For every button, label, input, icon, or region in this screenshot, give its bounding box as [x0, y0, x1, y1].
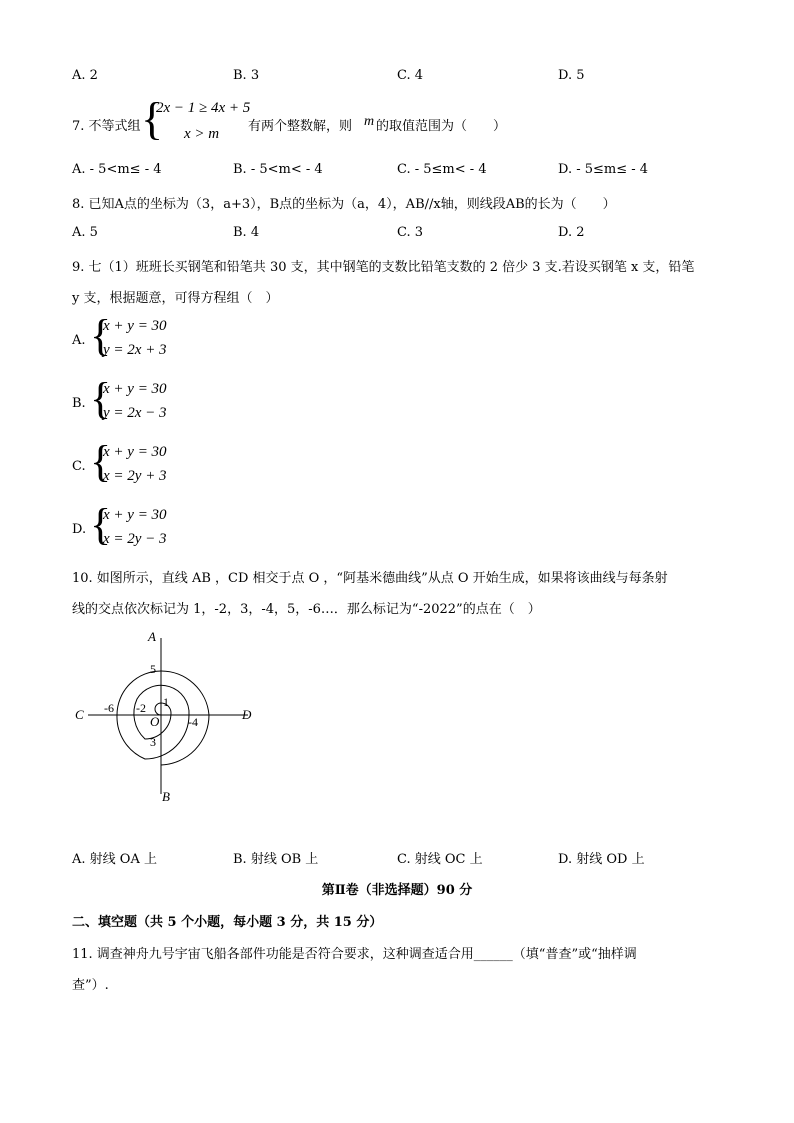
q10-line2: 线的交点依次标记为 1，-2，3，-4，5，-6…．那么标记为“-2022”的点在（ ） — [72, 602, 541, 617]
mark-5: 5 — [150, 662, 156, 676]
mark-neg6: -6 — [104, 701, 114, 715]
label-o: O — [150, 714, 160, 729]
q9-line1: 9. 七（1）班班长买钢笔和铅笔共 30 支，其中钢笔的支数比铅笔支数的 2 倍少 3 支.若设买钢笔 x 支，铅笔 — [72, 260, 695, 275]
q9-line2: y 支，根据题意，可得方程组（ ） — [72, 291, 279, 306]
q6-option-d: D. 5 — [558, 68, 585, 83]
q9-option-b-eq1: x + y = 30 — [103, 381, 167, 397]
label-b: B — [162, 789, 170, 804]
label-a: A — [148, 629, 156, 644]
mark-3: 3 — [150, 735, 156, 749]
label-c: C — [75, 707, 84, 722]
q7-eq2: x > m — [184, 126, 220, 142]
q7-var: m — [364, 114, 375, 129]
q10-option-d: D. 射线 OD 上 — [558, 852, 645, 867]
mark-neg2: -2 — [136, 701, 146, 715]
q7-prefix: 7. 不等式组 — [72, 119, 141, 134]
q7-option-b: B. - 5<m< - 4 — [233, 162, 323, 177]
q10-option-c: C. 射线 OC 上 — [397, 852, 483, 867]
q8-option-d: D. 2 — [558, 225, 585, 240]
q9-option-a-eq2: y = 2x + 3 — [103, 342, 167, 358]
q7-option-d: D. - 5≤m≤ - 4 — [558, 162, 649, 177]
q7-suffix-a: 有两个整数解，则 — [248, 119, 353, 134]
q7-option-a: A. - 5<m≤ - 4 — [72, 162, 162, 177]
q11-line2: 查”）. — [72, 978, 109, 993]
q9-option-c-eq1: x + y = 30 — [103, 444, 167, 460]
q9-option-c-eq2: x = 2y + 3 — [103, 468, 167, 484]
q8-option-c: C. 3 — [397, 225, 424, 240]
q9-option-b-label: B. — [72, 396, 86, 411]
q10-option-b: B. 射线 OB 上 — [233, 852, 319, 867]
archimedes-spiral-figure — [70, 626, 270, 811]
q9-option-d-eq1: x + y = 30 — [103, 507, 167, 523]
q8-text: 8. 已知A点的坐标为（3，a+3），B点的坐标为（a，4），AB//x轴，则线段AB的长为（ ） — [72, 197, 616, 212]
q9-option-a-label: A. — [72, 333, 86, 348]
q9-option-c-brace: { — [90, 437, 112, 486]
q7-option-c: C. - 5≤m< - 4 — [397, 162, 487, 177]
q10-line1: 10. 如图所示，直线 AB ，CD 相交于点 O ，“阿基米德曲线”从点 O 开始生成，如果将该曲线与每条射 — [72, 571, 668, 586]
section2-title: 二、填空题（共 5 个小题，每小题 3 分，共 15 分） — [72, 915, 383, 930]
q7-eq1: 2x − 1 ≥ 4x + 5 — [156, 100, 251, 116]
mark-neg4: -4 — [188, 715, 198, 729]
label-d: D — [242, 707, 252, 722]
q8-option-a: A. 5 — [72, 225, 98, 240]
mark-1: 1 — [163, 695, 169, 709]
q9-option-d-eq2: x = 2y − 3 — [103, 531, 167, 547]
q11-line1: 11. 调查神舟九号宇宙飞船各部件功能是否符合要求，这种调查适合用______（填“普查”或“抽样调 — [72, 947, 637, 962]
part2-title: 第Ⅱ卷（非选择题）90 分 — [321, 883, 473, 898]
q6-option-b: B. 3 — [233, 68, 260, 83]
q7-suffix-b: 的取值范围为（ ） — [376, 119, 507, 134]
q10-option-a: A. 射线 OA 上 — [72, 852, 157, 867]
q9-option-b-brace: { — [90, 374, 112, 423]
q9-option-b-eq2: y = 2x − 3 — [103, 405, 167, 421]
q8-option-b: B. 4 — [233, 225, 260, 240]
q9-option-d-label: D. — [72, 522, 87, 537]
q7-brace: { — [141, 93, 164, 144]
q9-option-a-eq1: x + y = 30 — [103, 318, 167, 334]
q9-option-d-brace: { — [90, 500, 112, 549]
q9-option-a-brace: { — [90, 311, 112, 360]
q9-option-c-label: C. — [72, 459, 86, 474]
q6-option-a: A. 2 — [72, 68, 98, 83]
q6-option-c: C. 4 — [397, 68, 424, 83]
